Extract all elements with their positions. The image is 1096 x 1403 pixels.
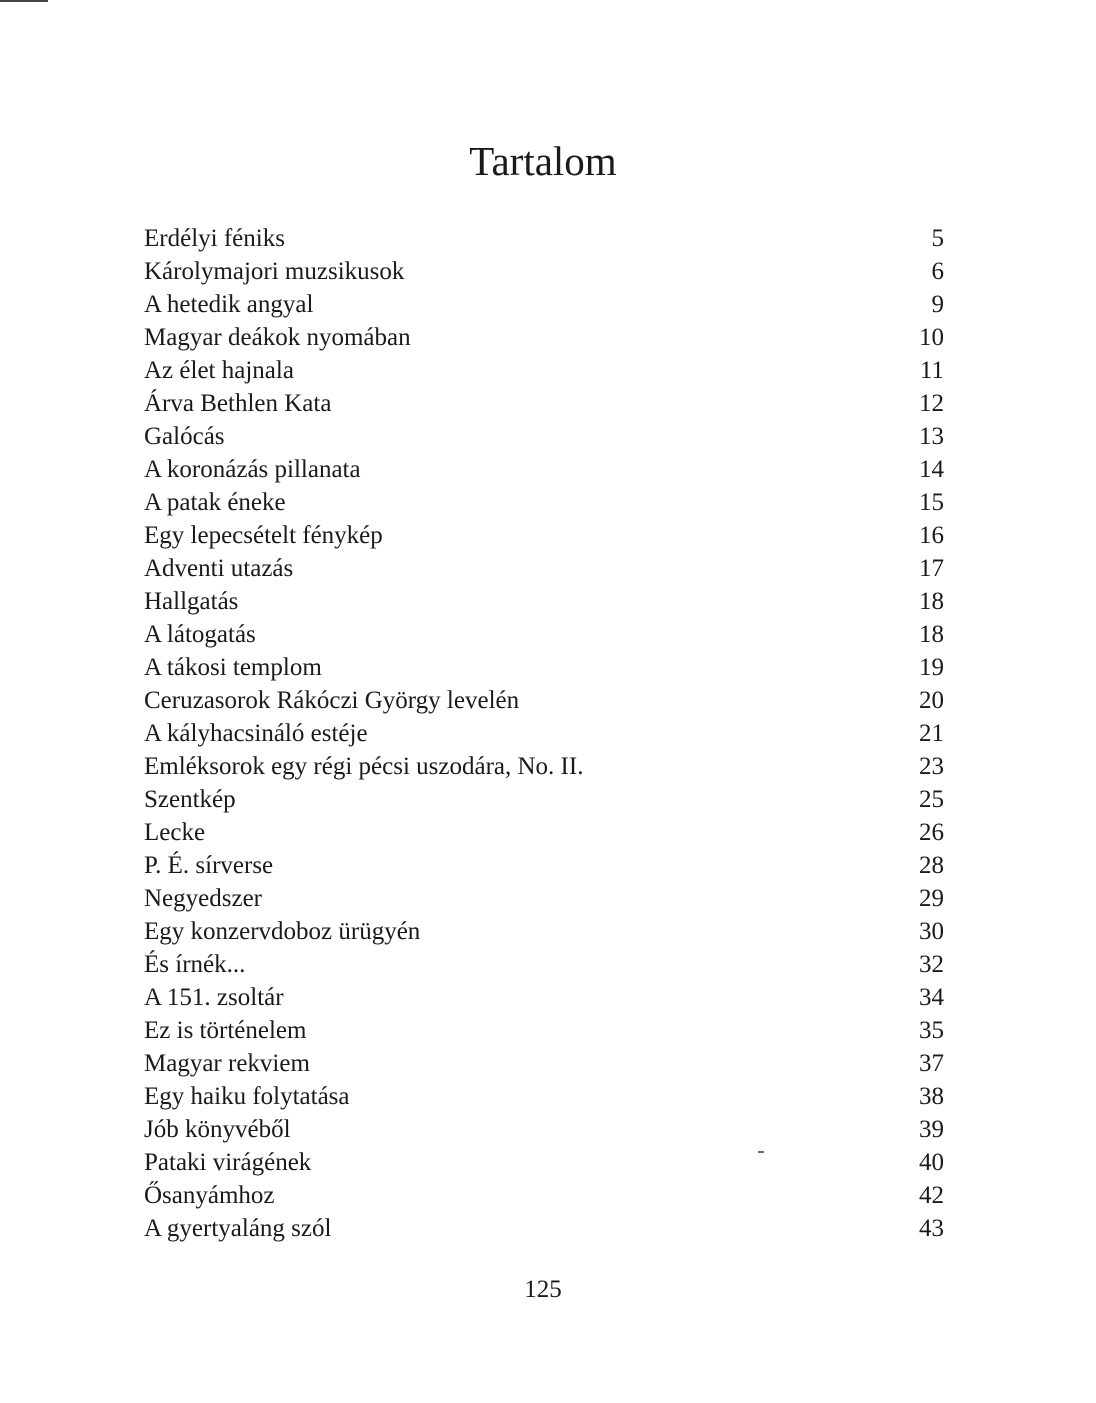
toc-entry-title: Adventi utazás xyxy=(144,555,294,582)
toc-entry xyxy=(144,387,944,420)
toc-entry-title: Ceruzasorok Rákóczi György levelén xyxy=(144,687,520,714)
toc-entry xyxy=(144,453,944,486)
toc-entry-title: Lecke xyxy=(144,819,206,846)
toc-entry-title: Szentkép xyxy=(144,786,236,813)
toc-entry-page: 14 xyxy=(919,456,944,483)
toc-entry xyxy=(144,717,944,750)
toc-entry-page: 40 xyxy=(919,1149,944,1176)
toc-entry-title: Egy lepecsételt fénykép xyxy=(144,522,383,549)
toc-entry-page: 12 xyxy=(919,390,944,417)
toc-entry xyxy=(144,816,944,849)
toc-entry-page: 21 xyxy=(919,720,944,747)
toc-entry-page: 9 xyxy=(931,291,944,318)
toc-entry xyxy=(144,750,944,783)
toc-entry xyxy=(144,882,944,915)
toc-entry xyxy=(144,1212,944,1245)
toc-entry xyxy=(144,651,944,684)
toc-entry xyxy=(144,1179,944,1212)
scan-speck xyxy=(758,1151,764,1153)
toc-entry-page: 39 xyxy=(919,1116,944,1143)
toc-entry-page: 42 xyxy=(919,1182,944,1209)
toc-entry-title: Emléksorok egy régi pécsi uszodára, No. II. xyxy=(144,753,584,780)
toc-entry xyxy=(144,1047,944,1080)
toc-entry xyxy=(144,1113,944,1146)
toc-entry-page: 18 xyxy=(919,588,944,615)
toc-entry-title: Hallgatás xyxy=(144,588,239,615)
toc-entry xyxy=(144,222,944,255)
toc-entry-page: 23 xyxy=(919,753,944,780)
toc-entry-title: A 151. zsoltár xyxy=(144,984,284,1011)
toc-entry-page: 13 xyxy=(919,423,944,450)
toc-entry-title: Egy haiku folytatása xyxy=(144,1083,350,1110)
toc-entry-title: És írnék... xyxy=(144,951,246,978)
toc-entry-title: Magyar rekviem xyxy=(144,1050,310,1077)
toc-entry xyxy=(144,981,944,1014)
toc-entry-title: P. É. sírverse xyxy=(144,852,274,879)
toc-entry-page: 34 xyxy=(919,984,944,1011)
toc-entry-page: 11 xyxy=(919,357,944,384)
toc-entry-title: A hetedik angyal xyxy=(144,291,314,318)
toc-entry-page: 19 xyxy=(919,654,944,681)
toc-entry xyxy=(144,618,944,651)
toc-entry-title: Negyedszer xyxy=(144,885,262,912)
toc-entry-page: 5 xyxy=(931,225,944,252)
toc-entry-page: 10 xyxy=(919,324,944,351)
toc-entry-title: A látogatás xyxy=(144,621,256,648)
toc-entry xyxy=(144,585,944,618)
page-title: Tartalom xyxy=(469,138,617,184)
toc-entry-page: 25 xyxy=(919,786,944,813)
toc-entry xyxy=(144,354,944,387)
toc-entry-page: 30 xyxy=(919,918,944,945)
toc-entry-title: Károlymajori muzsikusok xyxy=(144,258,405,285)
toc-entry xyxy=(144,288,944,321)
toc-entry-title: Az élet hajnala xyxy=(144,357,294,384)
toc-entry-title: Ősanyámhoz xyxy=(144,1182,275,1209)
toc-entry-page: 16 xyxy=(919,522,944,549)
toc-entry-page: 32 xyxy=(919,951,944,978)
toc-entry-page: 35 xyxy=(919,1017,944,1044)
toc-entry xyxy=(144,552,944,585)
toc-entry-page: 43 xyxy=(919,1215,944,1242)
toc-entry xyxy=(144,948,944,981)
toc-entry-page: 17 xyxy=(919,555,944,582)
toc-entry-page: 29 xyxy=(919,885,944,912)
toc-entry xyxy=(144,915,944,948)
toc-entry-page: 18 xyxy=(919,621,944,648)
toc-entry xyxy=(144,1080,944,1113)
toc-entry-page: 28 xyxy=(919,852,944,879)
toc-entry xyxy=(144,486,944,519)
toc-entry-page: 38 xyxy=(919,1083,944,1110)
toc-entry xyxy=(144,849,944,882)
toc-entry xyxy=(144,783,944,816)
toc-entry-title: A koronázás pillanata xyxy=(144,456,361,483)
toc-entry-page: 6 xyxy=(931,258,944,285)
toc-entry-title: Galócás xyxy=(144,423,225,450)
toc-entry xyxy=(144,321,944,354)
toc-entry-title: Árva Bethlen Kata xyxy=(144,390,332,417)
page-number: 125 xyxy=(524,1276,562,1303)
toc-entry-title: A gyertyaláng szól xyxy=(144,1215,332,1242)
scan-edge-mark xyxy=(0,0,48,2)
toc-entry-title: Jób könyvéből xyxy=(144,1116,291,1143)
toc-entry-page: 20 xyxy=(919,687,944,714)
toc-entry-title: Magyar deákok nyomában xyxy=(144,324,411,351)
toc-entry xyxy=(144,684,944,717)
toc-entry xyxy=(144,1014,944,1047)
toc-entry-page: 37 xyxy=(919,1050,944,1077)
toc-entry xyxy=(144,255,944,288)
toc-entry-title: A patak éneke xyxy=(144,489,286,516)
toc-entry xyxy=(144,1146,944,1179)
toc-entry-title: A kályhacsináló estéje xyxy=(144,720,368,747)
toc-entry-title: Pataki virágének xyxy=(144,1149,312,1176)
toc-entry-page: 15 xyxy=(919,489,944,516)
toc-entry-title: Erdélyi féniks xyxy=(144,225,285,252)
toc-entry-page: 26 xyxy=(919,819,944,846)
toc-entry xyxy=(144,519,944,552)
toc-entry-title: Egy konzervdoboz ürügyén xyxy=(144,918,421,945)
table-of-contents xyxy=(144,222,944,1245)
toc-entry-title: Ez is történelem xyxy=(144,1017,307,1044)
toc-entry-title: A tákosi templom xyxy=(144,654,322,681)
toc-entry xyxy=(144,420,944,453)
